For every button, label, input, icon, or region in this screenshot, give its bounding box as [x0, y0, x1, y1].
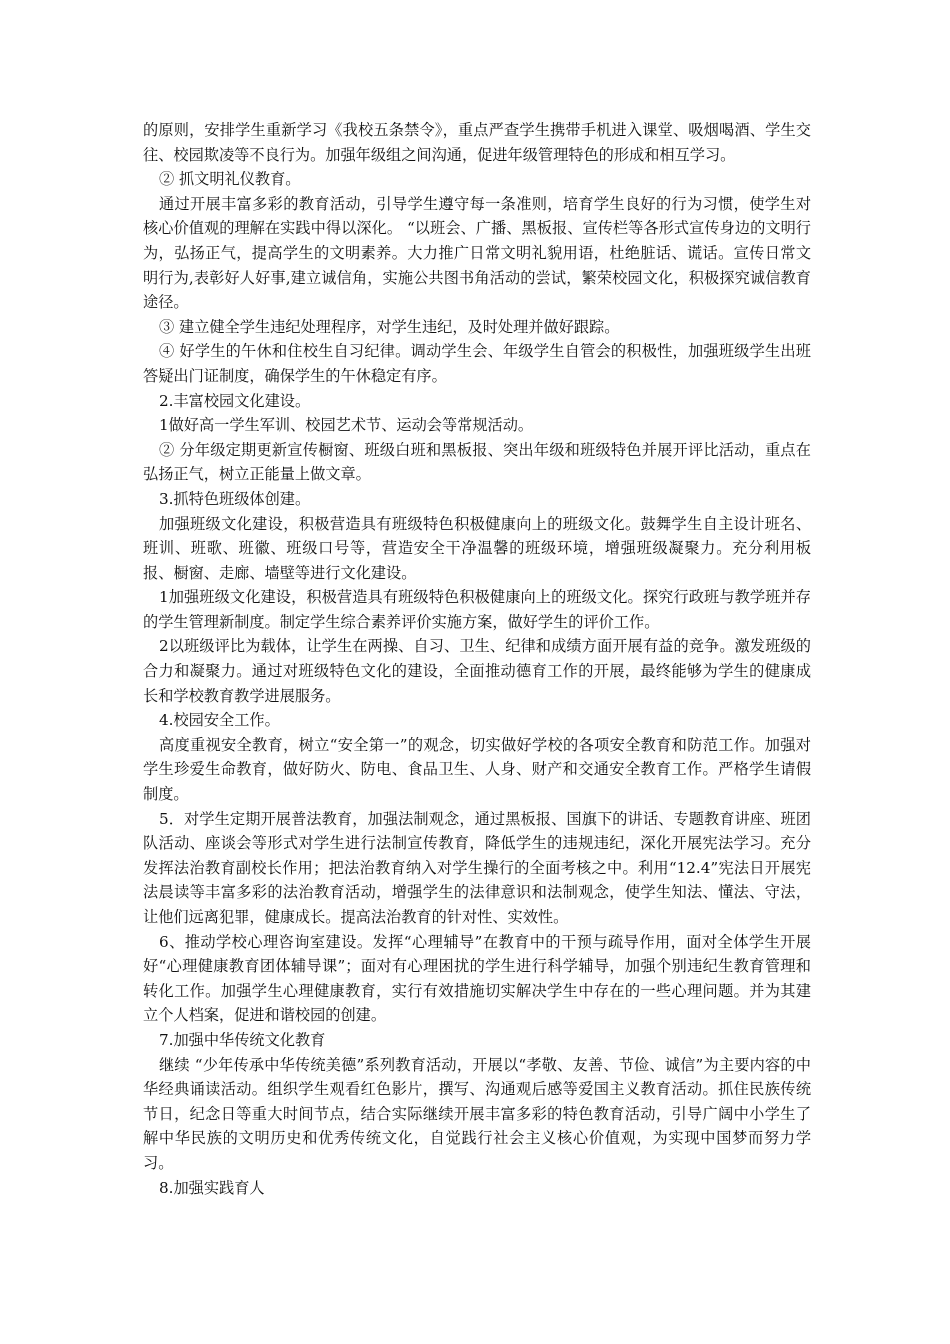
- paragraph-class-heading: 3.抓特色班级体创建。: [158, 489, 311, 508]
- paragraph-tradition-heading: 7.加强中华传统文化教育: [158, 1030, 326, 1049]
- paragraph-etiquette-body: 通过开展丰富多彩的教育活动，引导学生遵守每一条准则，培育学生良好的行为习惯，使学生对核心价值观的理解在实践中得以深化。 “以班会、广播、黑板报、宣传栏等各形式宣传身边的文明行为，弘扬正气，提高学生的文明素养。大力推广日常文明礼貌用语，杜绝脏话、谎话。宣传日常文明行为,表彰好人好事,建立诚信角，实施公共图书角活动的尝试，繁荣校园文化，积极探究诚信教育途径。: [143, 194, 811, 312]
- paragraph-routine-activities: 1做好高一学生军训、校园艺术节、运动会等常规活动。: [158, 416, 534, 435]
- paragraph-practice-heading: 8.加强实践育人: [158, 1178, 265, 1197]
- paragraph-psychology: 6、推动学校心理咨询室建设。发挥“心理辅导”在教育中的干预与疏导作用，面对全体学生开展好“心理健康教育团体辅导课”；面对有心理困扰的学生进行科学辅导，加强个别违纪生教育管理和转化工作。加强学生心理健康教育，实行有效措施切实解决学生中存在的一些心理问题。并为其建立个人档案，促进和谐校园的创建。: [143, 932, 811, 1025]
- document-page: [143, 118, 811, 1200]
- paragraph-class-evaluation: 2以班级评比为载体，让学生在两操、自习、卫生、纪律和成绩方面开展有益的竞争。激发班级的合力和凝聚力。通过对班级特色文化的建设，全面推动德育工作的开展，最终能够为学生的健康成长和学校教育教学进展服务。: [143, 637, 811, 705]
- paragraph-class-culture: 加强班级文化建设，积极营造具有班级特色积极健康向上的班级文化。鼓舞学生自主设计班名、班训、班歌、班徽、班级口号等，营造安全干净温馨的班级环境，增强班级凝聚力。充分利用板报、橱窗、走廊、墙壁等进行文化建设。: [143, 514, 811, 582]
- paragraph-etiquette-heading: ② 抓文明礼仪教育。: [158, 170, 301, 189]
- paragraph-showcase-update: ② 分年级定期更新宣传橱窗、班级白班和黑板报、突出年级和班级特色并展开评比活动，重点在弘扬正气，树立正能量上做文章。: [143, 440, 811, 484]
- paragraph-safety-body: 高度重视安全教育，树立“安全第一”的观念，切实做好学校的各项安全教育和防范工作。加强对学生珍爱生命教育，做好防火、防电、食品卫生、人身、财产和交通安全教育工作。严格学生请假制度。: [143, 735, 811, 804]
- paragraph-discipline-procedure: ③ 建立健全学生违纪处理程序，对学生违纪，及时处理并做好跟踪。: [158, 317, 620, 336]
- paragraph-class-management: 1加强班级文化建设，积极营造具有班级特色积极健康向上的班级文化。探究行政班与教学班并存的学生管理新制度。制定学生综合素养评价实施方案，做好学生的评价工作。: [143, 588, 811, 631]
- paragraph-principle: 的原则，安排学生重新学习《我校五条禁令》，重点严查学生携带手机进入课堂、吸烟喝酒、学生交往、校园欺凌等不良行为。加强年级组之间沟通，促进年级管理特色的形成和相互学习。: [143, 121, 811, 164]
- paragraph-safety-heading: 4.校园安全工作。: [158, 711, 280, 730]
- paragraph-law-education: 5．对学生定期开展普法教育，加强法制观念，通过黑板报、国旗下的讲话、专题教育讲座、班团队活动、座谈会等形式对学生进行法制宣传教育，降低学生的违规违纪，深化开展宪法学习。充分发挥法治教育副校长作用；把法治教育纳入对学生操行的全面考核之中。利用“12.4”宪法日开展宪法晨读等丰富多彩的法治教育活动，增强学生的法律意识和法制观念，使学生知法、懂法、守法，让他们远离犯罪，健康成长。提高法治教育的针对性、实效性。: [143, 809, 811, 926]
- paragraph-campus-culture-heading: 2.丰富校园文化建设。: [158, 391, 311, 410]
- paragraph-noon-rest: ④ 好学生的午休和住校生自习纪律。调动学生会、年级学生自管会的积极性，加强班级学生出班答疑出门证制度，确保学生的午休稳定有序。: [143, 342, 811, 385]
- paragraph-tradition-body: 继续 “少年传承中华传统美德”系列教育活动，开展以“孝敬、友善、节俭、诚信”为主要内容的中华经典诵读活动。组织学生观看红色影片，撰写、沟通观后感等爱国主义教育活动。抓住民族传统节日，纪念日等重大时间节点，结合实际继续开展丰富多彩的特色教育活动，引导广阔中小学生了解中华民族的文明历史和优秀传统文化，自觉践行社会主义核心价值观，为实现中国梦而努力学习。: [143, 1055, 811, 1172]
